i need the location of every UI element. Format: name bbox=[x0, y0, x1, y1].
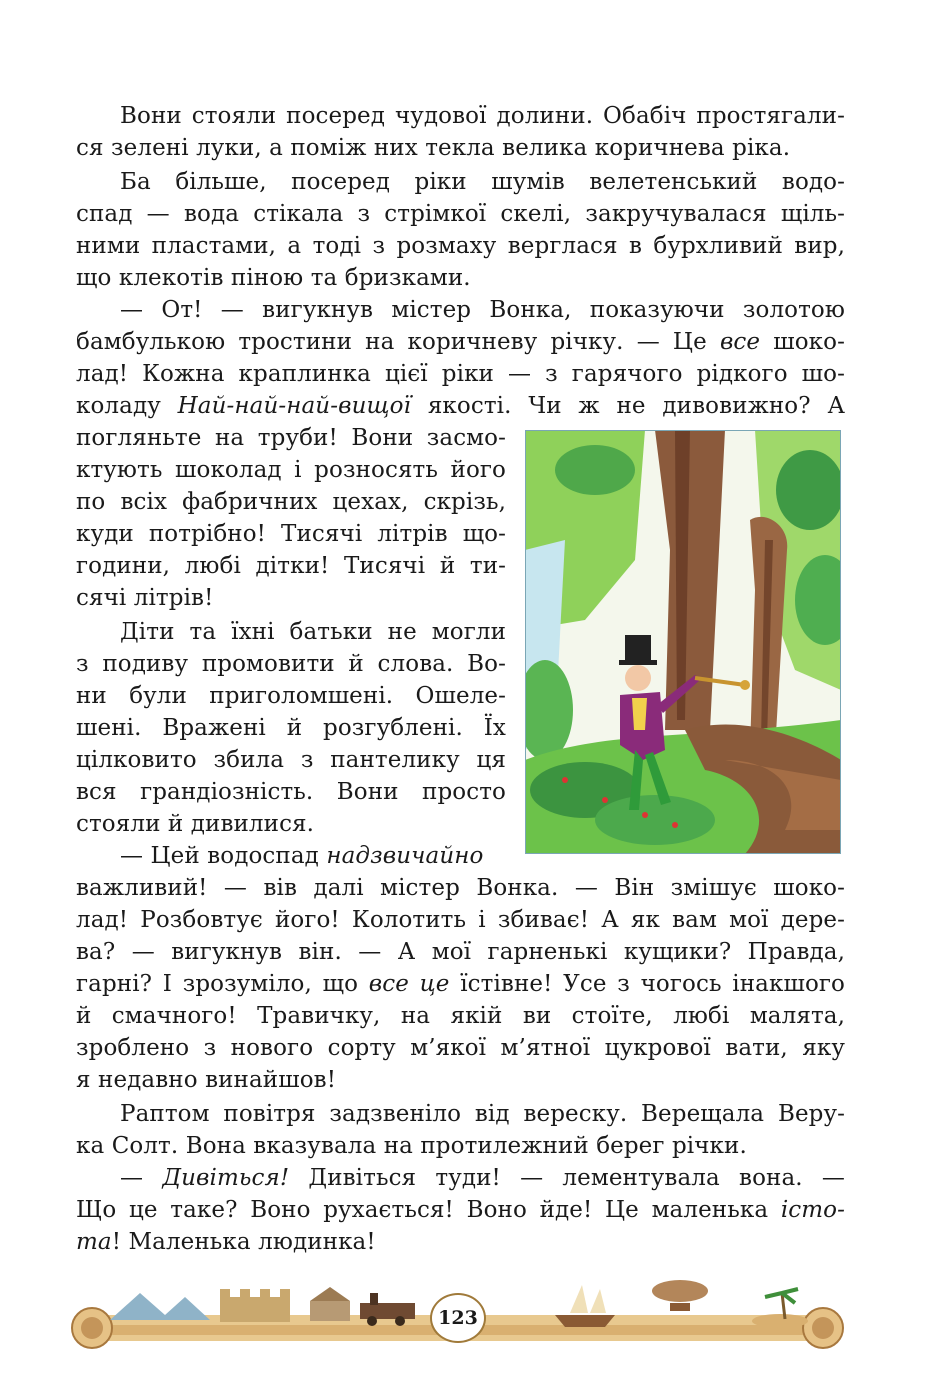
text-line: ними пластами, а тоді з розмаху верглася в бурхливий вир, bbox=[76, 233, 845, 259]
text-line: години, любі дітки! Тисячі й ти- bbox=[76, 553, 506, 579]
text-line: по всіх фабричних цехах, скрізь, bbox=[76, 489, 506, 515]
italic-emphasis: все це bbox=[368, 971, 450, 997]
text-line: вся грандіозність. Вони просто bbox=[76, 779, 506, 805]
text-line: важливий! — вів далі містер Вонка. — Він змішує шоко- bbox=[76, 875, 845, 901]
text-line: шені. Вражені й розгублені. Їх bbox=[76, 715, 506, 741]
text-line: — Дивіться! Дивіться туди! — лементувала вона. — bbox=[120, 1165, 845, 1191]
text-line: ни були приголомшені. Ошеле- bbox=[76, 683, 506, 709]
text-line: та! Маленька людинка! bbox=[76, 1229, 376, 1255]
text-line: сячі літрів! bbox=[76, 585, 214, 611]
text-line: спад — вода стікала з стрімкої скелі, закручувалася щіль- bbox=[76, 201, 845, 227]
text-line: ва? — вигукнув він. — А мої гарненькі кущики? Правда, bbox=[76, 939, 845, 965]
text-line: Вони стояли посеред чудової долини. Обабіч простягали- bbox=[120, 103, 845, 129]
italic-emphasis: та bbox=[76, 1229, 112, 1255]
text-line: зроблено з нового сорту м’якої м’ятної цукрової вати, яку bbox=[76, 1035, 845, 1061]
text-line: лад! Кожна краплинка цієї ріки — з гарячого рідкого шо- bbox=[76, 361, 845, 387]
text-line: я недавно винайшов! bbox=[76, 1067, 337, 1093]
text-line: коладу Най-най-най-вищої якості. Чи ж не дивовижно? А bbox=[76, 393, 845, 419]
text-line: — Цей водоспад надзвичайно bbox=[120, 843, 484, 869]
italic-emphasis: надзвичайно bbox=[326, 843, 484, 869]
italic-emphasis: все bbox=[719, 329, 761, 355]
text-line: цілковито збила з пантелику ця bbox=[76, 747, 506, 773]
text-line: й смачного! Травичку, на якій ви стоїте, любі малята, bbox=[76, 1003, 845, 1029]
text-line: погляньте на труби! Вони засмо- bbox=[76, 425, 506, 451]
text-line: стояли й дивилися. bbox=[76, 811, 315, 837]
text-line: лад! Розбовтує його! Колотить і збиває! А як вам мої дере- bbox=[76, 907, 845, 933]
text-line: що клекотів піною та бризками. bbox=[76, 265, 471, 291]
text-line: куди потрібно! Тисячі літрів що- bbox=[76, 521, 506, 547]
page-number: 123 bbox=[430, 1293, 486, 1343]
text-line: з подиву промовити й слова. Во- bbox=[76, 651, 506, 677]
text-line: Ба більше, посеред ріки шумів велетенський водо- bbox=[120, 169, 845, 195]
illustration-chocolate-waterfall bbox=[525, 430, 841, 854]
text-line: гарні? І зрозуміло, що все це їстівне! Усе з чогось інакшого bbox=[76, 971, 845, 997]
italic-emphasis: істо- bbox=[780, 1197, 845, 1223]
text-line: ктують шоколад і розносять його bbox=[76, 457, 506, 483]
italic-emphasis: Най-най-най-вищої bbox=[177, 393, 412, 419]
text-line: Раптом повітря задзвеніло від вереску. Верещала Веру- bbox=[120, 1101, 845, 1127]
text-line: Що це таке? Воно рухається! Воно йде! Це маленька істо- bbox=[76, 1197, 845, 1223]
italic-emphasis: Дивіться! bbox=[162, 1165, 290, 1191]
text-line: бамбулькою тростини на коричневу річку. — Це все шоко- bbox=[76, 329, 845, 355]
text-line: Діти та їхні батьки не могли bbox=[120, 619, 506, 645]
text-line: — От! — вигукнув містер Вонка, показуючи золотою bbox=[120, 297, 845, 323]
text-line: ка Солт. Вона вказувала на протилежний берег річки. bbox=[76, 1133, 747, 1159]
text-line: ся зелені луки, а поміж них текла велика коричнева ріка. bbox=[76, 135, 791, 161]
